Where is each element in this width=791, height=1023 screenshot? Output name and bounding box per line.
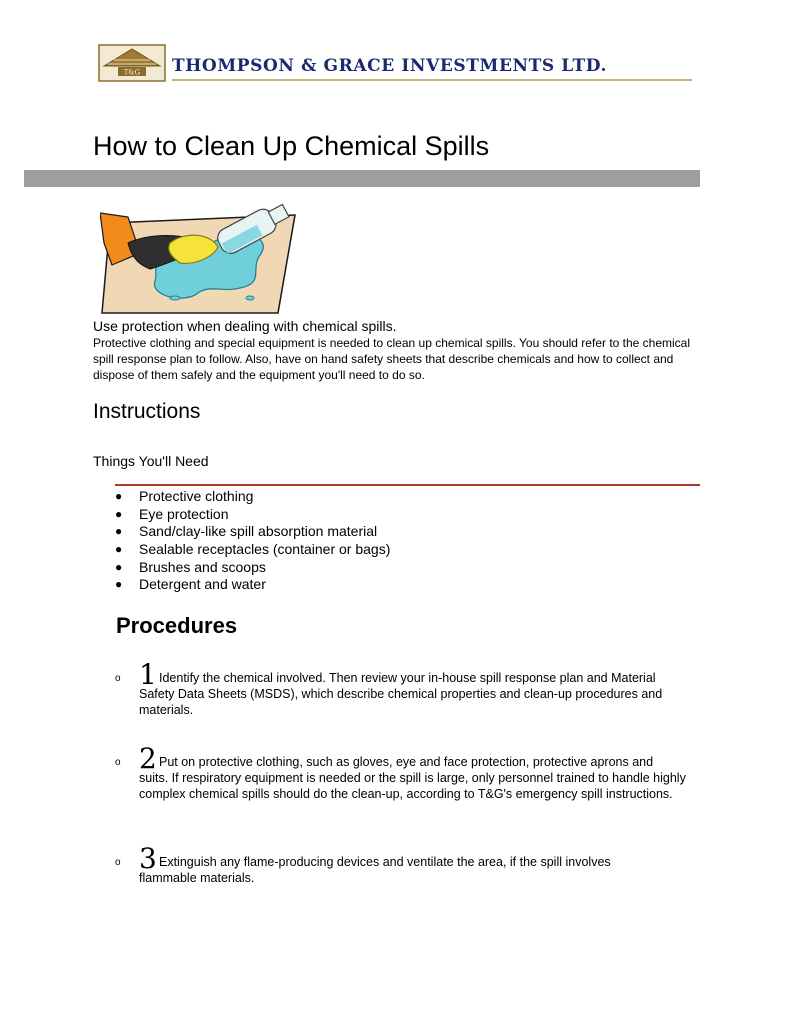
instructions-heading: Instructions xyxy=(93,400,201,423)
step-number: 1 xyxy=(139,658,157,691)
bullet-icon: ● xyxy=(115,559,123,574)
step-marker: o xyxy=(115,673,121,684)
company-name: THOMPSON & GRACE INVESTMENTS LTD. xyxy=(172,56,607,76)
list-item xyxy=(115,559,390,577)
step-number: 2 xyxy=(139,742,157,775)
step-text-first-line: Put on protective clothing, such as gloves, eye and face protection, protective aprons and xyxy=(159,755,654,769)
procedures-heading: Procedures xyxy=(116,613,238,638)
step-marker: o xyxy=(115,857,121,868)
list-item-text: Brushes and scoops xyxy=(139,558,266,575)
step-text: suits. If respiratory equipment is needed or the spill is large, only personnel trained to handle highly complex chemical spills should do the clean-up, according to T&G's emergency spill instructions. xyxy=(139,771,686,801)
page-title: How to Clean Up Chemical Spills xyxy=(93,131,490,161)
step-marker: o xyxy=(115,757,121,768)
bullet-icon: ● xyxy=(115,524,123,539)
step-text: Safety Data Sheets (MSDS), which describe chemical properties and clean-up procedures and materials. xyxy=(139,687,663,717)
list-item-text: Sealable receptacles (container or bags) xyxy=(139,541,391,558)
list-item-text: Eye protection xyxy=(139,505,229,522)
list-item xyxy=(115,541,390,559)
things-needed-divider xyxy=(115,484,700,486)
list-item xyxy=(115,576,390,594)
things-needed-label: Things You'll Need xyxy=(93,453,209,469)
step-text: flammable materials. xyxy=(139,871,255,885)
list-item xyxy=(115,523,390,541)
bullet-icon: ● xyxy=(115,542,123,557)
list-item-text: Sand/clay-like spill absorption material xyxy=(139,523,378,540)
list-item xyxy=(115,488,390,506)
company-underline xyxy=(172,79,692,81)
letterhead xyxy=(98,44,698,84)
company-logo xyxy=(98,44,166,82)
list-item-text: Protective clothing xyxy=(139,488,254,504)
bullet-icon: ● xyxy=(115,577,123,592)
step-number: 3 xyxy=(139,842,157,875)
list-item xyxy=(115,506,390,524)
list-item-text: Detergent and water xyxy=(139,576,266,593)
intro-paragraph: Protective clothing and special equipment is needed to clean up chemical spills. You should refer to the chemical spill response plan to follow. Also, have on hand safety sheets that describe chemicals and how to collect and dispose of them safely and the equipment you'll need to do so. xyxy=(93,336,691,382)
svg-text:T&G: T&G xyxy=(123,68,141,77)
chemical-spill-illustration xyxy=(100,203,300,315)
step-text-first-line: Extinguish any flame-producing devices and ventilate the area, if the spill involves xyxy=(159,855,611,869)
bullet-icon: ● xyxy=(115,506,123,521)
bullet-icon: ● xyxy=(115,489,123,503)
things-needed-list xyxy=(115,488,390,594)
intro-heading: Use protection when dealing with chemical spills. xyxy=(93,318,397,334)
title-divider-bar xyxy=(24,170,700,187)
step-text-first-line: Identify the chemical involved. Then review your in-house spill response plan and Material xyxy=(159,671,656,685)
